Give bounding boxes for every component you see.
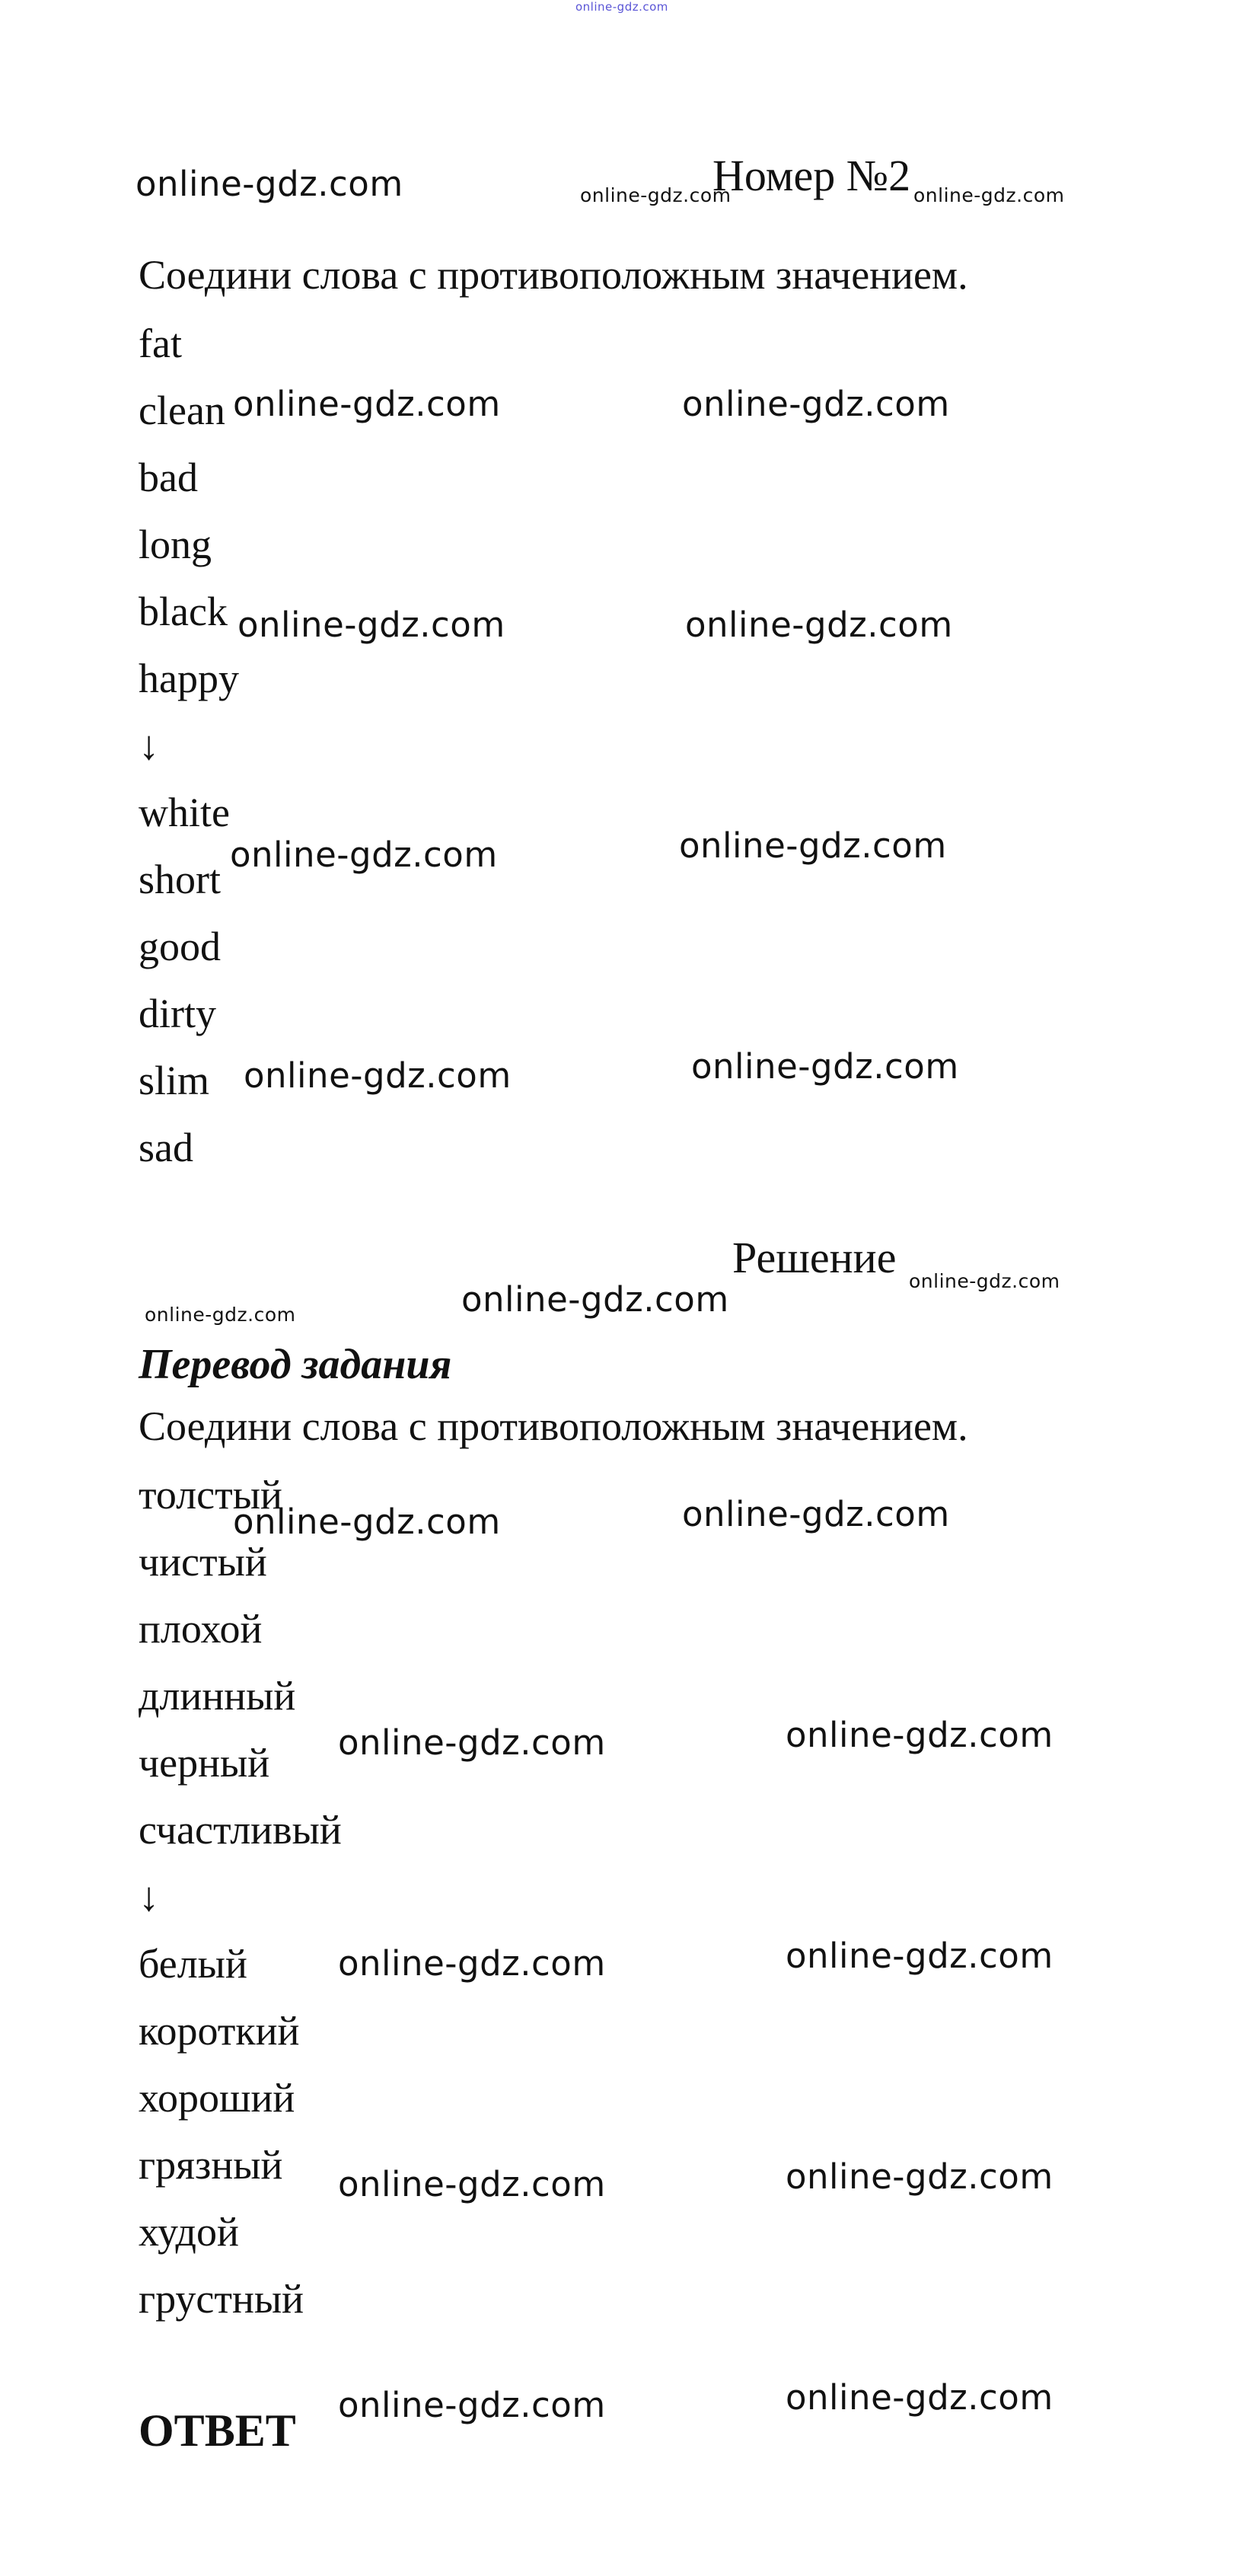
word-item: плохой [139, 1606, 263, 1652]
watermark: online-gdz.com [338, 1722, 606, 1763]
watermark: online-gdz.com [682, 1494, 950, 1534]
watermark: online-gdz.com [244, 1055, 512, 1096]
watermark: online-gdz.com [786, 2156, 1054, 2197]
watermark: online-gdz.com [233, 1502, 501, 1542]
watermark: online-gdz.com [338, 1943, 606, 1984]
word-item: худой [139, 2209, 239, 2255]
watermark: online-gdz.com [691, 1046, 959, 1087]
page-title: Номер №2 [712, 151, 911, 200]
word-item: fat [139, 321, 182, 366]
watermark: online-gdz.com [786, 1936, 1054, 1976]
task-instruction: Соедини слова с противоположным значением. [139, 252, 968, 298]
answer-label: ОТВЕТ [139, 2405, 296, 2456]
solution-heading: Решение [732, 1233, 897, 1282]
watermark: online-gdz.com [461, 1279, 729, 1320]
watermark: online-gdz.com [237, 605, 505, 645]
watermark: online-gdz.com [338, 2385, 606, 2425]
word-item: sad [139, 1125, 193, 1170]
watermark: online-gdz.com [786, 2377, 1054, 2418]
down-arrow-icon: ↓ [139, 1874, 159, 1920]
word-item: clean [139, 388, 225, 433]
watermark: online-gdz.com [679, 825, 947, 866]
word-item: happy [139, 656, 239, 701]
word-item: грустный [139, 2276, 304, 2322]
word-item: короткий [139, 2008, 300, 2054]
word-item: white [139, 790, 230, 835]
watermark: online-gdz.com [682, 384, 950, 424]
header-site-logo: online-gdz.com [135, 164, 403, 204]
translation-heading: Перевод задания [139, 1341, 452, 1388]
watermark: online-gdz.com [909, 1270, 1060, 1292]
word-item: bad [139, 455, 198, 500]
word-item: slim [139, 1058, 210, 1103]
word-item: dirty [139, 991, 216, 1036]
word-item: short [139, 857, 221, 902]
watermark: online-gdz.com [685, 605, 953, 645]
watermark: online-gdz.com [145, 1304, 296, 1326]
word-item: черный [139, 1740, 270, 1786]
word-item: белый [139, 1941, 247, 1987]
translation-instruction: Соедини слова с противоположным значением. [139, 1403, 968, 1449]
word-item: чистый [139, 1539, 267, 1585]
down-arrow-icon: ↓ [139, 723, 159, 768]
word-item: хороший [139, 2075, 295, 2121]
top-watermark: online-gdz.com [575, 0, 668, 14]
watermark: online-gdz.com [786, 1715, 1054, 1755]
word-item: толстый [139, 1472, 282, 1518]
word-item: black [139, 589, 228, 634]
word-item: грязный [139, 2142, 283, 2188]
watermark: online-gdz.com [338, 2164, 606, 2204]
watermark: online-gdz.com [580, 184, 732, 206]
word-item: good [139, 924, 221, 969]
watermark: online-gdz.com [913, 184, 1065, 206]
watermark: online-gdz.com [230, 835, 498, 875]
watermark: online-gdz.com [233, 384, 501, 424]
word-item: длинный [139, 1673, 296, 1719]
word-item: long [139, 522, 212, 567]
word-item: счастливый [139, 1807, 342, 1853]
